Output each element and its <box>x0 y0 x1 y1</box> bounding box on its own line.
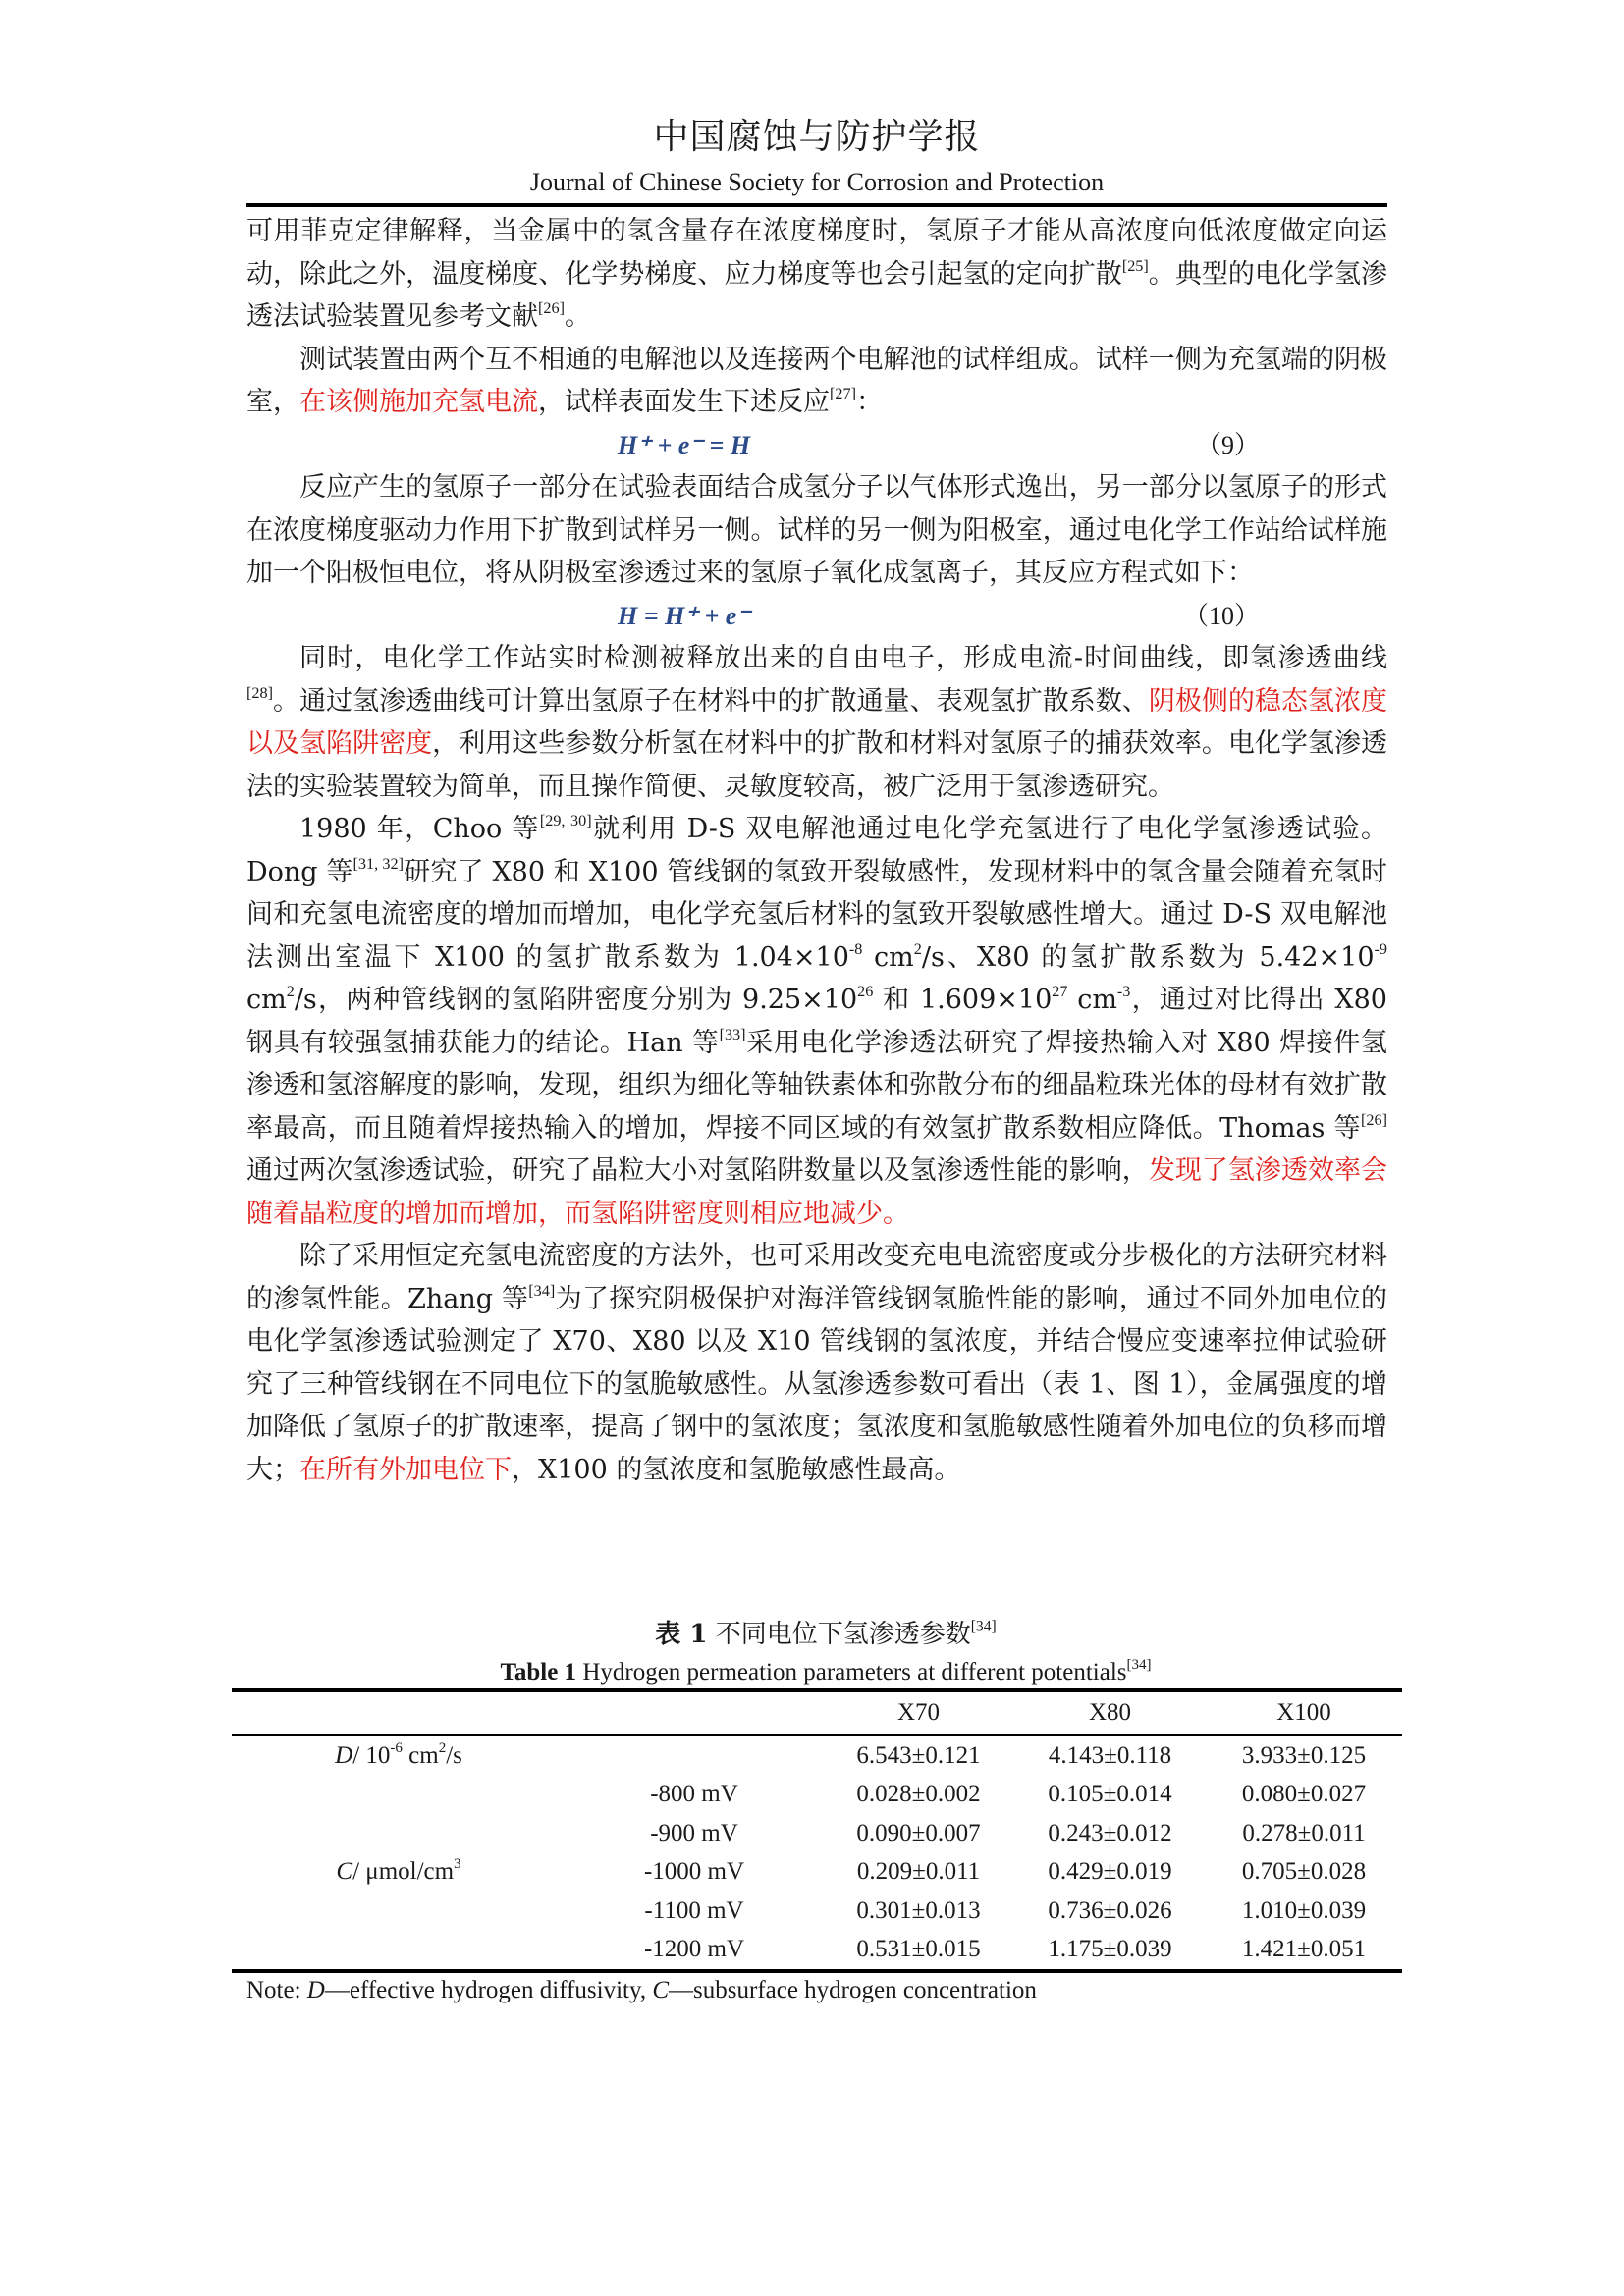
table-caption-cn: 表 1 不同电位下氢渗透参数[34] <box>655 1618 997 1649</box>
table-caption-en: Table 1 Hydrogen permeation parameters at different potentials[34] <box>500 1656 1152 1685</box>
citation: [26] <box>1361 1110 1387 1129</box>
journal-title-en: Journal of Chinese Society for Corrosion and Protection <box>529 168 1105 196</box>
equation-9 <box>246 424 1387 467</box>
table-header-row <box>232 1690 1402 1735</box>
equation-formula: H⁺ + e⁻ = H <box>618 430 751 459</box>
table-row: -900 mV 0.090±0.007 0.243±0.012 0.278±0.011 <box>650 1819 1366 1846</box>
citation: [25] <box>1121 256 1149 275</box>
paragraph-6: 除了采用恒定充氢电流密度的方法外，也可采用改变充电电流密度或分步极化的方法研究材料的渗氢性能。Zhang 等[34]为了探究阴极保护对海洋管线钢氢脆性能的影响，通过不同外加电位的电化学氢渗透试验测定了 X70、X80 以及 X10 管线钢的氢浓度，并结合慢应变速率拉伸试验研究了三种管线钢在不同电位下的氢脆敏感性。从氢渗透参数可看出（表 1、图 1），金属强度的增加降低了氢原子的扩散速率，提高了钢中的氢浓度；氢浓度和氢脆敏感性随着外加电位的负移而增大；在所有外加电位下，X100 的氢浓度和氢脆敏感性最高。 <box>246 1241 1387 1485</box>
table-row: C/ μmol/$cm^3$ -1000 mV 0.209±0.011 0.429±0.019 0.705±0.028 <box>232 1853 1402 1893</box>
highlight-text: 在该侧施加充氢电流 <box>299 387 538 417</box>
row-label-diffusivity: D/ $10^{-6}$ $cm^2/s$ <box>335 1739 462 1769</box>
paragraph-3: 反应产生的氢原子一部分在试验表面结合成氢分子以气体形式逸出，另一部分以氢原子的形式在浓度梯度驱动力作用下扩散到试样另一侧。试样的另一侧为阳极室，通过电化学工作站给试样施加一个阳极恒电位，将从阴极室渗透过来的氢原子氧化成氢离子，其反应方程式如下： <box>246 472 1387 588</box>
citation: [27] <box>830 384 856 402</box>
table-row: D/ $10^{-6}$ $cm^2/s$ 6.543±0.121 4.143±0.118 3.933±0.125 <box>232 1735 1402 1776</box>
data-table <box>232 1688 1402 1973</box>
table-row: -1100 mV 0.301±0.013 0.736±0.026 1.010±0.039 <box>644 1896 1367 1924</box>
column-header: X80 <box>1014 1690 1206 1735</box>
citation: [28] <box>246 683 273 702</box>
highlight-text: 阴极侧的稳态氢浓度以及氢陷阱密度 <box>246 685 1388 759</box>
table-row: -1200 mV 0.531±0.015 1.175±0.039 1.421±0.051 <box>232 1931 1402 1972</box>
citation: [29, 30] <box>539 811 592 829</box>
citation: [26] <box>538 298 565 317</box>
citation: [31, 32] <box>352 854 404 873</box>
column-header: X100 <box>1206 1690 1402 1735</box>
header-rule <box>246 203 1387 207</box>
row-label-concentration: C/ μmol/$cm^3$ <box>336 1856 461 1886</box>
citation: [34] <box>970 1618 997 1635</box>
equation-number: （10） <box>1182 601 1260 630</box>
paragraph-2: 测试装置由两个互不相通的电解池以及连接两个电解池的试样组成。试样一侧为充氢端的阴极室，在该侧施加充氢电流，试样表面发生下述反应[27]： <box>246 344 1387 417</box>
highlight-text: 在所有外加电位下 <box>299 1454 512 1485</box>
paragraph-1: 可用菲克定律解释，当金属中的氢含量存在浓度梯度时，氢原子才能从高浓度向低浓度做定向运动，除此之外，温度梯度、化学势梯度、应力梯度等也会引起氢的定向扩散[25]。典型的电化学氢渗透法试验装置见参考文献[26]。 <box>246 216 1388 332</box>
table-note: Note: D—effective hydrogen diffusivity, C—subsurface hydrogen concentration <box>246 1977 1037 2003</box>
equation-10 <box>246 595 1387 638</box>
body-text <box>246 210 1387 1491</box>
table-row: -800 mV 0.028±0.002 0.105±0.014 0.080±0.027 <box>650 1781 1367 1808</box>
journal-title-cn: 中国腐蚀与防护学报 <box>653 117 981 157</box>
highlight-text: 发现了氢渗透效率会随着晶粒度的增加而增加，而氢陷阱密度则相应地减少。 <box>246 1155 1388 1229</box>
citation: [33] <box>719 1025 746 1043</box>
paragraph-4: 同时，电化学工作站实时检测被释放出来的自由电子，形成电流-时间曲线，即氢渗透曲线[28]。通过氢渗透曲线可计算出氢原子在材料中的扩散通量、表观氢扩散系数、阴极侧的稳态氢浓度以及氢陷阱密度，利用这些参数分析氢在材料中的扩散和材料对氢原子的捕获效率。电化学氢渗透法的实验装置较为简单，而且操作简便、灵敏度较高，被广泛用于氢渗透研究。 <box>246 643 1388 802</box>
column-header: X70 <box>823 1690 1014 1735</box>
equation-formula: H = H⁺ + e⁻ <box>618 601 751 630</box>
citation: [34] <box>528 1281 556 1300</box>
citation: [34] <box>1126 1656 1152 1673</box>
equation-number: （9） <box>1195 430 1260 459</box>
paragraph-5: 1980 年，Choo 等[29, 30]就利用 D-S 双电解池通过电化学充氢进行了电化学氢渗透试验。Dong 等[31, 32]研究了 X80 和 X100 管线钢的氢致开裂敏感性，发现材料中的氢含量会随着充氢时间和充氢电流密度的增加而增加，电化学充氢后材料的氢致开裂敏感性增大。通过 D-S 双电解池法测出室温下 X100 的氢扩散系数为 $1.04\times 10^{-8}$ $cm^2/s$、X80 的氢扩散系数为 $5.42\times 10^{-9}$ $cm^2/s$，两种管线钢的氢陷阱密度分别为 $9.25\times 10^{26}$ 和 $1.609\times 10^{27}$ $cm^{-3}$，通过对比得出 X80 钢具有较强氢捕获能力的结论。Han 等[33]采用电化学渗透法研究了焊接热输入对 X80 焊接件氢渗透和氢溶解度的影响，发现，组织为细化等轴铁素体和弥散分布的细晶粒珠光体的母材有效扩散率最高，而且随着焊接热输入的增加，焊接不同区域的有效氢扩散系数相应降低。Thomas 等[26]通过两次氢渗透试验，研究了晶粒大小对氢陷阱数量以及氢渗透性能的影响，发现了氢渗透效率会随着晶粒度的增加而增加，而氢陷阱密度则相应地减少。 <box>246 811 1388 1229</box>
